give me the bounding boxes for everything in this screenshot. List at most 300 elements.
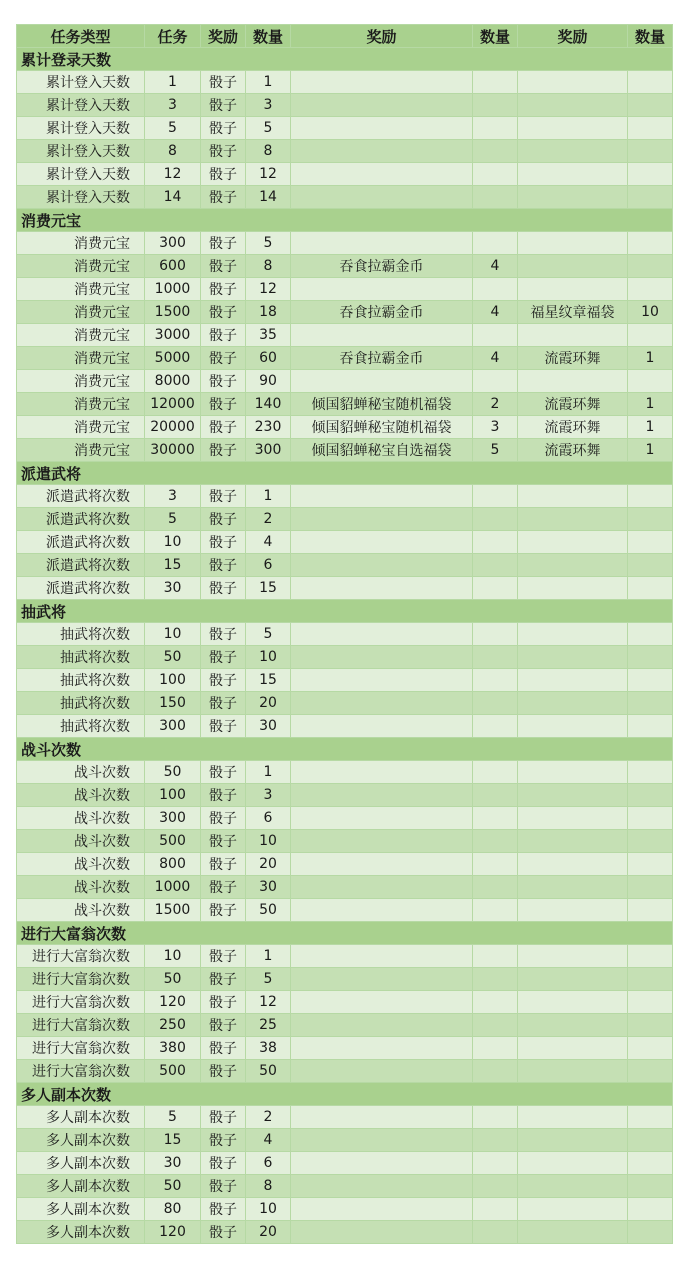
task-type-cell: 派遣武将次数 — [17, 531, 145, 554]
reward-3-cell: 流霞环舞 — [518, 347, 628, 370]
task-type-cell: 累计登入天数 — [17, 94, 145, 117]
quantity-2-cell — [473, 715, 518, 738]
quantity-1-cell: 15 — [246, 577, 291, 600]
quantity-2-cell — [473, 1014, 518, 1037]
reward-1-cell: 骰子 — [201, 830, 246, 853]
reward-1-cell: 骰子 — [201, 393, 246, 416]
reward-1-cell: 骰子 — [201, 301, 246, 324]
quantity-2-cell — [473, 1175, 518, 1198]
reward-1-cell: 骰子 — [201, 991, 246, 1014]
quantity-2-cell — [473, 899, 518, 922]
reward-1-cell: 骰子 — [201, 117, 246, 140]
task-type-cell: 战斗次数 — [17, 830, 145, 853]
reward-2-cell — [291, 1152, 473, 1175]
task-type-cell: 消费元宝 — [17, 232, 145, 255]
reward-3-cell: 流霞环舞 — [518, 416, 628, 439]
reward-2-cell — [291, 485, 473, 508]
task-type-cell: 累计登入天数 — [17, 163, 145, 186]
section-login-days — [17, 48, 673, 209]
quantity-1-cell: 300 — [246, 439, 291, 462]
task-type-cell: 派遣武将次数 — [17, 554, 145, 577]
task-target-cell: 120 — [145, 1221, 201, 1244]
quantity-3-cell — [628, 232, 673, 255]
table-row — [17, 968, 673, 991]
reward-3-cell — [518, 71, 628, 94]
task-target-cell: 500 — [145, 830, 201, 853]
quantity-1-cell: 20 — [246, 853, 291, 876]
quantity-3-cell — [628, 623, 673, 646]
reward-1-cell: 骰子 — [201, 163, 246, 186]
section-header-row — [17, 922, 673, 945]
reward-3-cell — [518, 784, 628, 807]
reward-3-cell — [518, 117, 628, 140]
reward-1-cell: 骰子 — [201, 807, 246, 830]
reward-2-cell — [291, 853, 473, 876]
reward-1-cell: 骰子 — [201, 531, 246, 554]
quantity-1-cell: 30 — [246, 715, 291, 738]
table-row — [17, 347, 673, 370]
quantity-1-cell: 4 — [246, 531, 291, 554]
reward-1-cell: 骰子 — [201, 876, 246, 899]
reward-2-cell — [291, 1037, 473, 1060]
section-multiplayer-dungeon — [17, 1083, 673, 1244]
reward-1-cell: 骰子 — [201, 1037, 246, 1060]
task-type-cell: 进行大富翁次数 — [17, 991, 145, 1014]
task-target-cell: 500 — [145, 1060, 201, 1083]
reward-3-cell — [518, 1198, 628, 1221]
reward-2-cell — [291, 991, 473, 1014]
table-row — [17, 1152, 673, 1175]
reward-1-cell: 骰子 — [201, 324, 246, 347]
reward-2-cell — [291, 761, 473, 784]
task-target-cell: 300 — [145, 715, 201, 738]
table-row — [17, 554, 673, 577]
quantity-2-cell — [473, 485, 518, 508]
task-target-cell: 12000 — [145, 393, 201, 416]
quantity-3-cell — [628, 324, 673, 347]
task-type-cell: 多人副本次数 — [17, 1129, 145, 1152]
task-type-cell: 消费元宝 — [17, 439, 145, 462]
task-type-cell: 战斗次数 — [17, 807, 145, 830]
task-target-cell: 50 — [145, 646, 201, 669]
task-type-cell: 派遣武将次数 — [17, 577, 145, 600]
task-target-cell: 1000 — [145, 876, 201, 899]
reward-3-cell — [518, 140, 628, 163]
quantity-2-cell — [473, 531, 518, 554]
task-type-cell: 消费元宝 — [17, 255, 145, 278]
reward-2-cell — [291, 1175, 473, 1198]
quantity-2-cell — [473, 554, 518, 577]
quantity-1-cell: 6 — [246, 807, 291, 830]
task-target-cell: 600 — [145, 255, 201, 278]
table-row — [17, 393, 673, 416]
quantity-3-cell — [628, 1129, 673, 1152]
quantity-2-cell — [473, 1198, 518, 1221]
header-quantity-2: 数量 — [473, 25, 518, 48]
quantity-1-cell: 15 — [246, 669, 291, 692]
task-type-cell: 抽武将次数 — [17, 646, 145, 669]
reward-1-cell: 骰子 — [201, 784, 246, 807]
quantity-3-cell — [628, 1014, 673, 1037]
task-target-cell: 120 — [145, 991, 201, 1014]
reward-2-cell — [291, 278, 473, 301]
header-task-type: 任务类型 — [17, 25, 145, 48]
quantity-3-cell: 1 — [628, 439, 673, 462]
reward-2-cell — [291, 784, 473, 807]
reward-2-cell — [291, 508, 473, 531]
task-target-cell: 3 — [145, 485, 201, 508]
reward-2-cell — [291, 1221, 473, 1244]
quantity-2-cell — [473, 1152, 518, 1175]
section-header-row — [17, 1083, 673, 1106]
reward-1-cell: 骰子 — [201, 692, 246, 715]
quantity-3-cell — [628, 1175, 673, 1198]
reward-1-cell: 骰子 — [201, 347, 246, 370]
quantity-1-cell: 6 — [246, 1152, 291, 1175]
task-type-cell: 进行大富翁次数 — [17, 1014, 145, 1037]
reward-3-cell — [518, 1014, 628, 1037]
task-target-cell: 8000 — [145, 370, 201, 393]
reward-1-cell: 骰子 — [201, 370, 246, 393]
table-row — [17, 623, 673, 646]
quantity-3-cell — [628, 71, 673, 94]
quantity-1-cell: 12 — [246, 991, 291, 1014]
reward-2-cell — [291, 1014, 473, 1037]
reward-1-cell: 骰子 — [201, 669, 246, 692]
reward-2-cell — [291, 140, 473, 163]
task-target-cell: 5 — [145, 1106, 201, 1129]
table-row — [17, 784, 673, 807]
reward-1-cell: 骰子 — [201, 1198, 246, 1221]
quantity-2-cell — [473, 669, 518, 692]
header-task: 任务 — [145, 25, 201, 48]
table-row — [17, 140, 673, 163]
reward-3-cell — [518, 991, 628, 1014]
quantity-2-cell — [473, 232, 518, 255]
reward-2-cell — [291, 1129, 473, 1152]
header-quantity-3: 数量 — [628, 25, 673, 48]
reward-3-cell — [518, 830, 628, 853]
reward-1-cell: 骰子 — [201, 853, 246, 876]
reward-1-cell: 骰子 — [201, 255, 246, 278]
task-target-cell: 80 — [145, 1198, 201, 1221]
task-type-cell: 进行大富翁次数 — [17, 968, 145, 991]
task-target-cell: 30000 — [145, 439, 201, 462]
quantity-3-cell — [628, 669, 673, 692]
table-row — [17, 692, 673, 715]
quantity-3-cell — [628, 945, 673, 968]
task-target-cell: 30 — [145, 1152, 201, 1175]
reward-3-cell — [518, 163, 628, 186]
table-row — [17, 1129, 673, 1152]
section-title: 进行大富翁次数 — [17, 922, 673, 945]
header-reward-1: 奖励 — [201, 25, 246, 48]
reward-3-cell — [518, 577, 628, 600]
reward-2-cell — [291, 554, 473, 577]
quantity-2-cell — [473, 117, 518, 140]
quantity-3-cell — [628, 968, 673, 991]
quantity-3-cell — [628, 715, 673, 738]
section-title: 消费元宝 — [17, 209, 673, 232]
table-row — [17, 301, 673, 324]
reward-3-cell — [518, 508, 628, 531]
reward-2-cell — [291, 646, 473, 669]
quantity-2-cell — [473, 1106, 518, 1129]
reward-1-cell: 骰子 — [201, 1014, 246, 1037]
quantity-1-cell: 5 — [246, 623, 291, 646]
quantity-2-cell — [473, 1037, 518, 1060]
quantity-2-cell — [473, 807, 518, 830]
reward-2-cell: 吞食拉霸金币 — [291, 347, 473, 370]
quantity-2-cell — [473, 94, 518, 117]
reward-3-cell — [518, 324, 628, 347]
quantity-1-cell: 6 — [246, 554, 291, 577]
reward-3-cell: 福星纹章福袋 — [518, 301, 628, 324]
reward-1-cell: 骰子 — [201, 945, 246, 968]
quantity-3-cell — [628, 1106, 673, 1129]
table-row — [17, 646, 673, 669]
table-row — [17, 830, 673, 853]
quantity-1-cell: 10 — [246, 646, 291, 669]
quantity-3-cell: 10 — [628, 301, 673, 324]
quantity-1-cell: 5 — [246, 968, 291, 991]
reward-2-cell — [291, 324, 473, 347]
reward-1-cell: 骰子 — [201, 1106, 246, 1129]
quantity-1-cell: 10 — [246, 1198, 291, 1221]
table-row — [17, 876, 673, 899]
quantity-2-cell — [473, 577, 518, 600]
quantity-3-cell — [628, 117, 673, 140]
reward-2-cell — [291, 1106, 473, 1129]
reward-3-cell — [518, 715, 628, 738]
task-target-cell: 100 — [145, 669, 201, 692]
quantity-3-cell — [628, 370, 673, 393]
reward-3-cell — [518, 899, 628, 922]
section-title: 多人副本次数 — [17, 1083, 673, 1106]
task-target-cell: 15 — [145, 554, 201, 577]
task-target-cell: 1500 — [145, 899, 201, 922]
reward-2-cell — [291, 1198, 473, 1221]
reward-1-cell: 骰子 — [201, 94, 246, 117]
quantity-2-cell — [473, 646, 518, 669]
quantity-1-cell: 2 — [246, 508, 291, 531]
reward-2-cell — [291, 945, 473, 968]
table-row — [17, 508, 673, 531]
quantity-3-cell — [628, 853, 673, 876]
reward-3-cell — [518, 1221, 628, 1244]
quantity-3-cell — [628, 278, 673, 301]
reward-3-cell — [518, 278, 628, 301]
task-type-cell: 派遣武将次数 — [17, 485, 145, 508]
quantity-1-cell: 12 — [246, 278, 291, 301]
reward-1-cell: 骰子 — [201, 1060, 246, 1083]
quantity-2-cell — [473, 1221, 518, 1244]
quantity-1-cell: 4 — [246, 1129, 291, 1152]
table-row — [17, 1060, 673, 1083]
quantity-2-cell — [473, 623, 518, 646]
reward-2-cell — [291, 899, 473, 922]
quantity-1-cell: 60 — [246, 347, 291, 370]
table-row — [17, 761, 673, 784]
task-type-cell: 战斗次数 — [17, 761, 145, 784]
task-target-cell: 5000 — [145, 347, 201, 370]
section-spend-ingots — [17, 209, 673, 462]
quantity-2-cell — [473, 968, 518, 991]
task-target-cell: 250 — [145, 1014, 201, 1037]
table-row — [17, 71, 673, 94]
reward-2-cell — [291, 876, 473, 899]
reward-3-cell — [518, 669, 628, 692]
reward-1-cell: 骰子 — [201, 715, 246, 738]
table-row — [17, 439, 673, 462]
reward-3-cell — [518, 646, 628, 669]
reward-3-cell — [518, 1037, 628, 1060]
reward-2-cell: 吞食拉霸金币 — [291, 255, 473, 278]
quantity-3-cell — [628, 830, 673, 853]
section-draw-generals — [17, 600, 673, 738]
quantity-3-cell — [628, 899, 673, 922]
task-type-cell: 消费元宝 — [17, 416, 145, 439]
quantity-1-cell: 140 — [246, 393, 291, 416]
reward-2-cell — [291, 232, 473, 255]
task-type-cell: 多人副本次数 — [17, 1221, 145, 1244]
table-row — [17, 807, 673, 830]
reward-2-cell — [291, 830, 473, 853]
task-target-cell: 10 — [145, 623, 201, 646]
reward-1-cell: 骰子 — [201, 577, 246, 600]
header-reward-2: 奖励 — [291, 25, 473, 48]
reward-1-cell: 骰子 — [201, 508, 246, 531]
task-type-cell: 累计登入天数 — [17, 186, 145, 209]
reward-3-cell — [518, 623, 628, 646]
reward-1-cell: 骰子 — [201, 1175, 246, 1198]
reward-2-cell: 吞食拉霸金币 — [291, 301, 473, 324]
quantity-1-cell: 18 — [246, 301, 291, 324]
reward-2-cell — [291, 94, 473, 117]
quantity-3-cell — [628, 577, 673, 600]
quantity-1-cell: 38 — [246, 1037, 291, 1060]
reward-3-cell — [518, 692, 628, 715]
quantity-2-cell: 4 — [473, 301, 518, 324]
task-type-cell: 消费元宝 — [17, 370, 145, 393]
header-row — [17, 25, 673, 48]
quantity-1-cell: 230 — [246, 416, 291, 439]
quantity-2-cell — [473, 163, 518, 186]
quantity-2-cell — [473, 784, 518, 807]
reward-1-cell: 骰子 — [201, 1129, 246, 1152]
quantity-2-cell: 5 — [473, 439, 518, 462]
section-monopoly-count — [17, 922, 673, 1083]
quantity-3-cell — [628, 1221, 673, 1244]
quantity-3-cell — [628, 692, 673, 715]
table-row — [17, 324, 673, 347]
quantity-2-cell — [473, 140, 518, 163]
reward-2-cell — [291, 577, 473, 600]
quantity-1-cell: 1 — [246, 485, 291, 508]
section-header-row — [17, 209, 673, 232]
task-target-cell: 5 — [145, 508, 201, 531]
reward-3-cell — [518, 232, 628, 255]
task-type-cell: 战斗次数 — [17, 899, 145, 922]
task-target-cell: 3000 — [145, 324, 201, 347]
task-target-cell: 300 — [145, 232, 201, 255]
task-target-cell: 3 — [145, 94, 201, 117]
task-target-cell: 30 — [145, 577, 201, 600]
task-target-cell: 50 — [145, 1175, 201, 1198]
quantity-3-cell — [628, 140, 673, 163]
quantity-1-cell: 30 — [246, 876, 291, 899]
task-type-cell: 抽武将次数 — [17, 692, 145, 715]
table-row — [17, 991, 673, 1014]
task-type-cell: 抽武将次数 — [17, 715, 145, 738]
reward-2-cell — [291, 1060, 473, 1083]
table-row — [17, 1221, 673, 1244]
quantity-1-cell: 20 — [246, 692, 291, 715]
quantity-1-cell: 8 — [246, 1175, 291, 1198]
reward-1-cell: 骰子 — [201, 554, 246, 577]
quantity-1-cell: 25 — [246, 1014, 291, 1037]
section-title: 战斗次数 — [17, 738, 673, 761]
task-target-cell: 50 — [145, 968, 201, 991]
quantity-1-cell: 3 — [246, 94, 291, 117]
task-type-cell: 战斗次数 — [17, 876, 145, 899]
reward-1-cell: 骰子 — [201, 761, 246, 784]
quantity-1-cell: 1 — [246, 761, 291, 784]
quantity-2-cell — [473, 876, 518, 899]
task-target-cell: 10 — [145, 531, 201, 554]
quantity-3-cell — [628, 991, 673, 1014]
task-type-cell: 抽武将次数 — [17, 623, 145, 646]
quantity-2-cell — [473, 945, 518, 968]
task-type-cell: 累计登入天数 — [17, 117, 145, 140]
reward-3-cell — [518, 1106, 628, 1129]
table-row — [17, 1175, 673, 1198]
quantity-1-cell: 10 — [246, 830, 291, 853]
reward-1-cell: 骰子 — [201, 623, 246, 646]
quantity-3-cell: 1 — [628, 416, 673, 439]
task-target-cell: 20000 — [145, 416, 201, 439]
quantity-2-cell — [473, 1060, 518, 1083]
quantity-2-cell — [473, 370, 518, 393]
quantity-3-cell: 1 — [628, 347, 673, 370]
reward-3-cell — [518, 968, 628, 991]
task-type-cell: 进行大富翁次数 — [17, 945, 145, 968]
reward-1-cell: 骰子 — [201, 232, 246, 255]
reward-1-cell: 骰子 — [201, 968, 246, 991]
table-row — [17, 416, 673, 439]
reward-1-cell: 骰子 — [201, 71, 246, 94]
quantity-3-cell — [628, 1037, 673, 1060]
task-reward-table — [16, 24, 673, 1244]
quantity-1-cell: 1 — [246, 71, 291, 94]
reward-1-cell: 骰子 — [201, 646, 246, 669]
quantity-1-cell: 5 — [246, 232, 291, 255]
task-target-cell: 1500 — [145, 301, 201, 324]
table-row — [17, 1106, 673, 1129]
quantity-1-cell: 14 — [246, 186, 291, 209]
reward-3-cell — [518, 807, 628, 830]
reward-3-cell — [518, 853, 628, 876]
task-type-cell: 累计登入天数 — [17, 71, 145, 94]
task-type-cell: 消费元宝 — [17, 278, 145, 301]
quantity-2-cell: 4 — [473, 347, 518, 370]
task-type-cell: 多人副本次数 — [17, 1198, 145, 1221]
table-row — [17, 945, 673, 968]
quantity-3-cell — [628, 531, 673, 554]
table-row — [17, 163, 673, 186]
quantity-3-cell — [628, 255, 673, 278]
reward-1-cell: 骰子 — [201, 1221, 246, 1244]
